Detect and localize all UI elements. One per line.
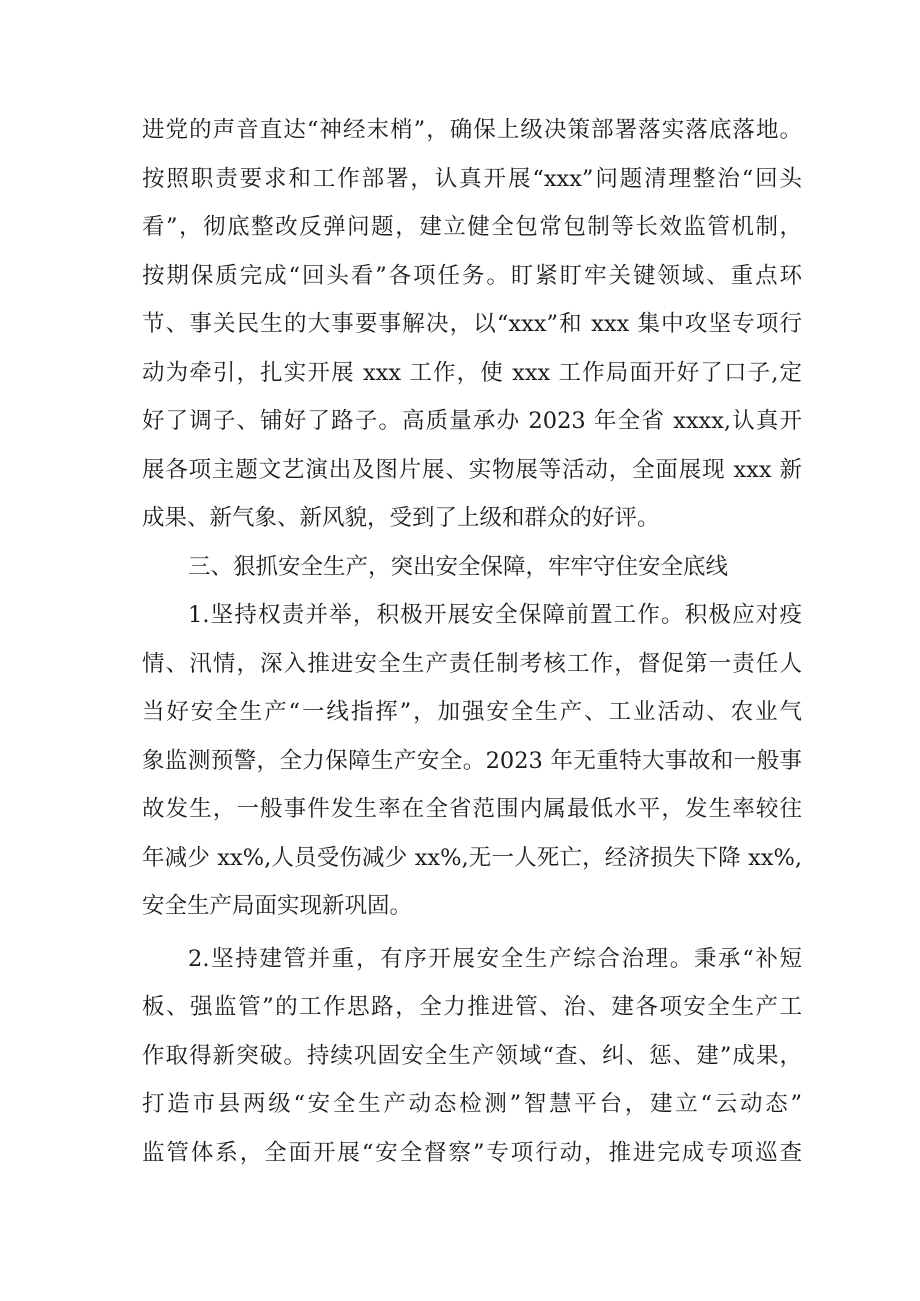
paragraph-line: 动为牵引，扎实开展 xxx 工作，使 xxx 工作局面开好了口子,定 [142,359,802,386]
paragraph-line: 看”，彻底整改反弹问题，建立健全包常包制等长效监管机制， [142,214,802,240]
paragraph-line: 象监测预警，全力保障生产安全。2023 年无重特大事故和一般事 [142,747,802,774]
paragraph-line: 按照职责要求和工作部署，认真开展“xxx”问题清理整治“回头 [142,165,802,192]
paragraph-line: 打造市县两级“安全生产动态检测”智慧平台，建立“云动态” [142,1091,802,1117]
paragraph-line: 好了调子、铺好了路子。高质量承办 2023 年全省 xxxx,认真开 [142,408,802,434]
paragraph-line: 展各项主题文艺演出及图片展、实物展等活动，全面展现 xxx 新 [142,456,802,483]
paragraph-line: 故发生，一般事件发生率在全省范围内属最低水平，发生率较往 [142,796,802,822]
paragraph-line: 年减少 xx%,人员受伤减少 xx%,无一人死亡，经济损失下降 xx%, [142,844,802,871]
document-body [142,106,802,1177]
paragraph-line: 进党的声音直达“神经末梢”，确保上级决策部署落实落底落地。 [142,117,802,143]
paragraph-line: 1.坚持权责并举，积极开展安全保障前置工作。积极应对疫 [188,602,802,628]
paragraph-line: 当好安全生产“一线指挥”，加强安全生产、工业活动、农业气 [142,699,802,725]
paragraph-line: 监管体系，全面开展“安全督察”专项行动，推进完成专项巡查 [142,1139,802,1166]
paragraph-line: 节、事关民生的大事要事解决，以“xxx”和 xxx 集中攻坚专项行 [142,311,802,337]
paragraph-line: 安全生产局面实现新巩固。 [142,893,413,919]
paragraph-line: 2.坚持建管并重，有序开展安全生产综合治理。秉承“补短 [188,945,802,972]
section-heading: 三、狠抓安全生产，突出安全保障，牢牢守住安全底线 [188,553,729,580]
paragraph-line: 情、汛情，深入推进安全生产责任制考核工作，督促第一责任人 [142,650,802,677]
paragraph-line: 成果、新气象、新风貌，受到了上级和群众的好评。 [142,505,660,531]
paragraph-line: 板、强监管”的工作思路，全力推进管、治、建各项安全生产工 [142,994,802,1020]
paragraph-line: 按期保质完成“回头看”各项任务。盯紧盯牢关键领域、重点环 [142,262,802,289]
paragraph-line: 作取得新突破。持续巩固安全生产领域“查、纠、惩、建”成果， [142,1042,802,1069]
